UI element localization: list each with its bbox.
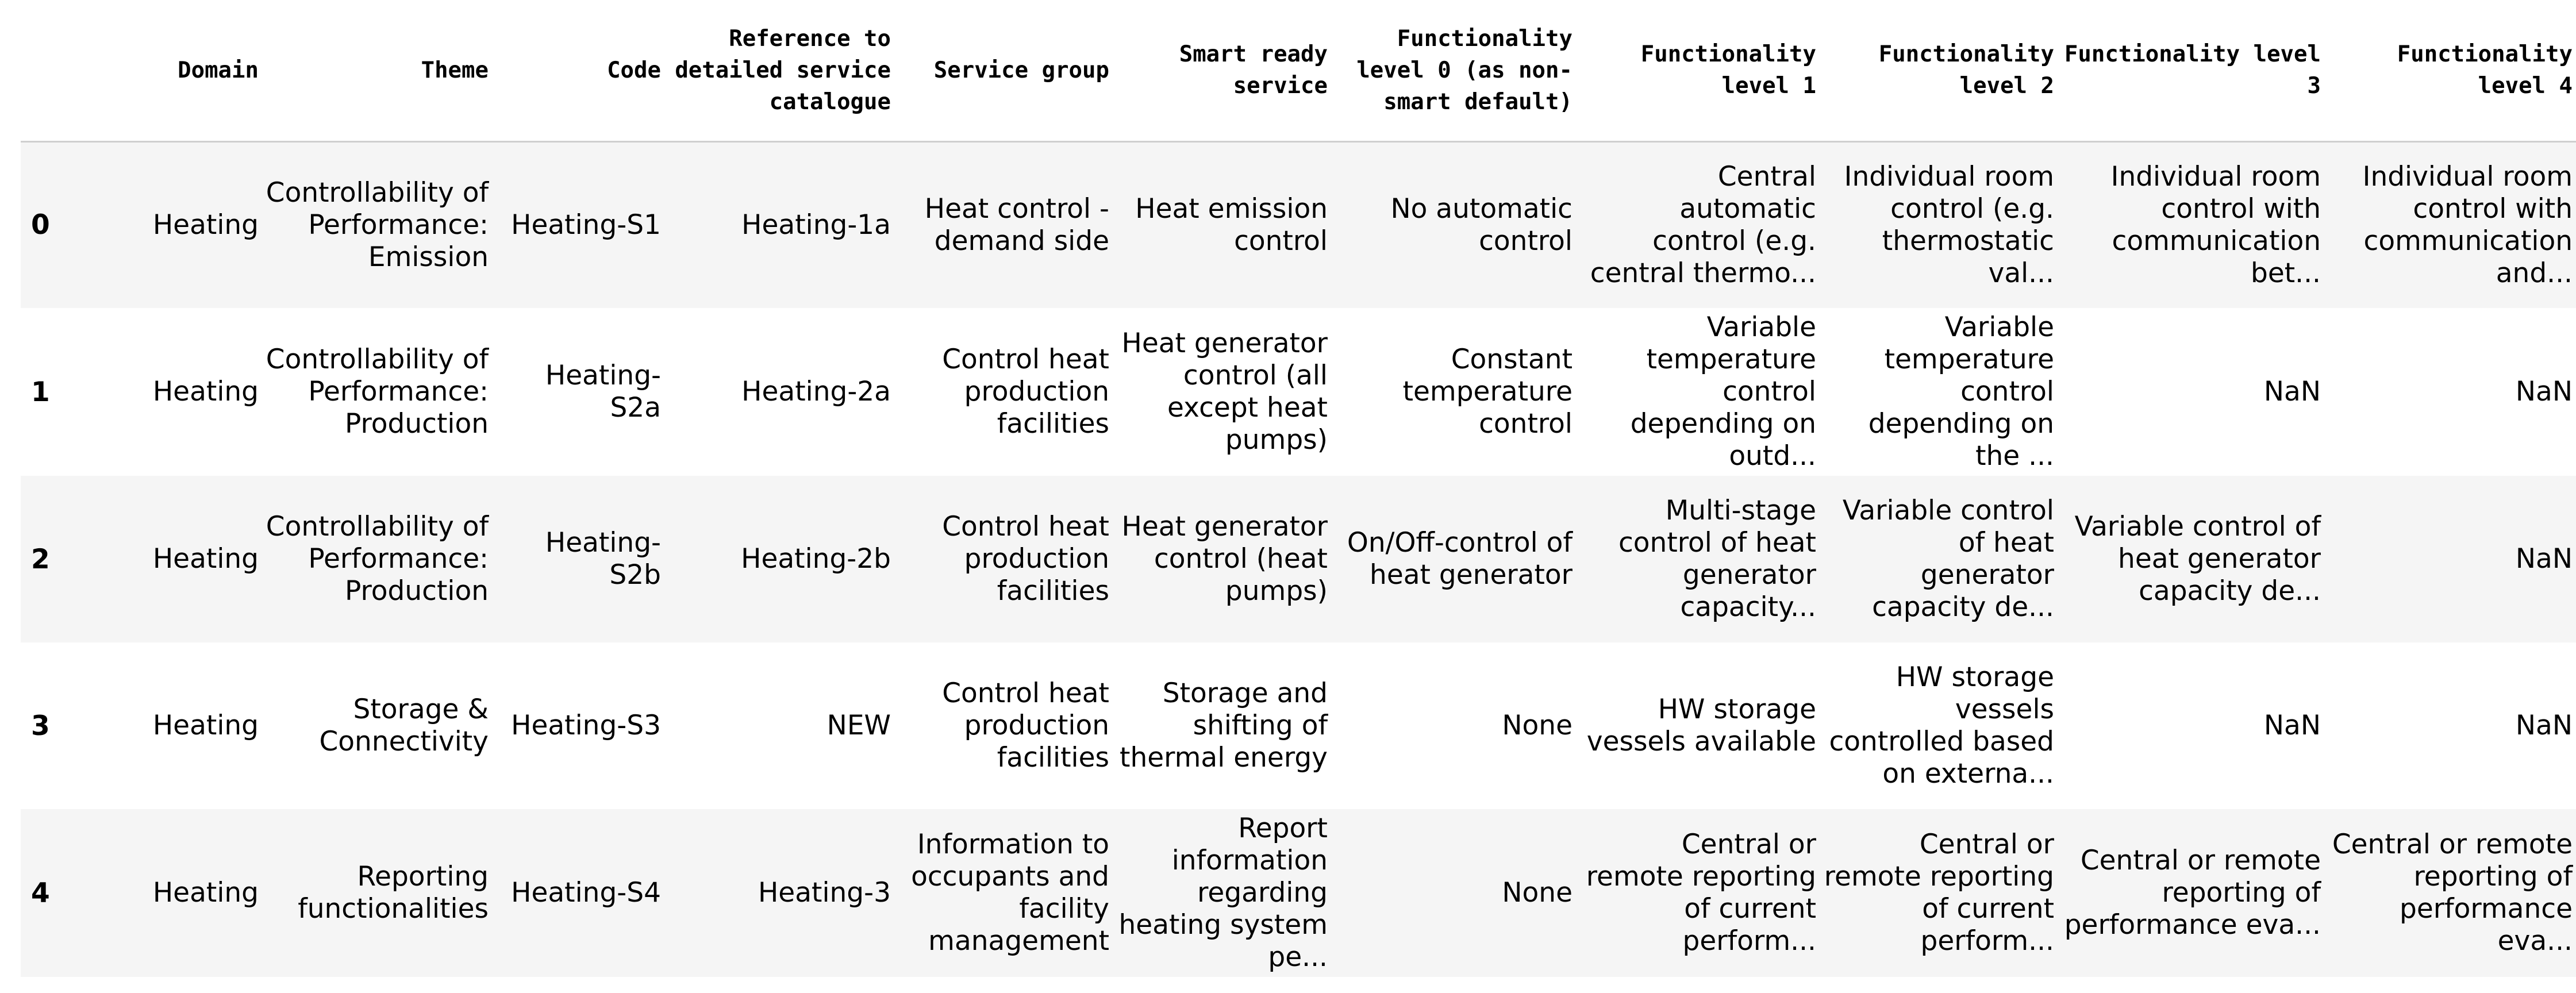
cell-service-group: Control heat production facilities <box>942 511 1109 607</box>
row-index: 1 <box>31 376 50 408</box>
cell-functionality-level-2: Variable temperature control depending on the ... <box>1868 311 2054 472</box>
cell-functionality-level-2: Individual room control (e.g. thermostatic val... <box>1844 160 2054 289</box>
cell-code: Heating-S3 <box>511 710 661 741</box>
table-row <box>21 141 2576 308</box>
cell-functionality-level-3: Individual room control with communication bet... <box>2110 160 2321 289</box>
cell-reference: Heating-1a <box>741 209 891 241</box>
cell-service-group: Information to occupants and facility management <box>911 829 1109 957</box>
cell-functionality-level-2: Central or remote reporting of current perform... <box>1824 829 2054 957</box>
cell-functionality-level-2: Variable control of heat generator capacity de... <box>1842 495 2054 623</box>
cell-domain: Heating <box>152 877 259 909</box>
cell-functionality-level-1: HW storage vessels available <box>1586 694 1816 757</box>
row-index: 2 <box>31 543 50 575</box>
header-functionality-level-0: Functionality level 0 (as non-smart default) <box>1331 0 1576 141</box>
cell-domain: Heating <box>152 710 259 741</box>
cell-functionality-level-1: Central automatic control (e.g. central thermo... <box>1590 160 1816 289</box>
cell-functionality-level-1: Multi-stage control of heat generator capacity... <box>1618 495 1816 623</box>
header-row <box>21 0 2576 141</box>
table-body <box>21 141 2576 977</box>
cell-smart-ready-service: Heat emission control <box>1135 193 1328 257</box>
dataframe-table-container <box>21 0 2573 977</box>
cell-smart-ready-service: Heat generator control (heat pumps) <box>1121 511 1328 607</box>
header-service-group: Service group <box>894 0 1113 141</box>
cell-theme: Controllability of Performance: Emission <box>266 176 489 273</box>
row-index: 3 <box>31 710 50 742</box>
table-row <box>21 308 2576 476</box>
cell-theme: Controllability of Performance: Production <box>266 344 489 440</box>
cell-code: Heating-S1 <box>511 209 661 241</box>
cell-smart-ready-service: Storage and shifting of thermal energy <box>1120 678 1328 773</box>
cell-functionality-level-2: HW storage vessels controlled based on externa... <box>1829 661 2054 790</box>
cell-service-group: Control heat production facilities <box>942 678 1109 773</box>
row-index: 4 <box>31 877 50 909</box>
cell-functionality-level-0: None <box>1502 877 1572 909</box>
cell-smart-ready-service: Report information regarding heating system pe... <box>1118 813 1328 973</box>
header-reference: Reference to detailed service catalogue <box>664 0 894 141</box>
cell-theme: Reporting functionalities <box>298 861 489 925</box>
header-index-cell <box>21 0 87 141</box>
cell-functionality-level-0: Constant temperature control <box>1402 344 1572 440</box>
cell-service-group: Heat control - demand side <box>924 193 1109 257</box>
cell-code: Heating-S2a <box>545 360 661 424</box>
cell-functionality-level-0: None <box>1502 710 1572 741</box>
cell-functionality-level-4: NaN <box>2515 710 2573 741</box>
header-theme: Theme <box>262 0 492 141</box>
cell-functionality-level-4: NaN <box>2515 543 2573 575</box>
cell-functionality-level-3: Variable control of heat generator capacity de... <box>2074 511 2321 607</box>
cell-domain: Heating <box>152 543 259 575</box>
cell-domain: Heating <box>152 209 259 241</box>
dataframe-table <box>21 0 2576 977</box>
row-index: 0 <box>31 209 50 241</box>
cell-functionality-level-4: Central or remote reporting of performance eva... <box>2332 829 2573 957</box>
header-functionality-level-2: Functionality level 2 <box>1820 0 2058 141</box>
table-row <box>21 809 2576 977</box>
cell-theme: Storage & Connectivity <box>319 694 489 757</box>
cell-functionality-level-4: NaN <box>2515 376 2573 407</box>
cell-functionality-level-3: NaN <box>2263 376 2321 407</box>
cell-code: Heating-S2b <box>545 527 661 591</box>
header-code: Code <box>492 0 664 141</box>
cell-functionality-level-4: Individual room control with communication and... <box>2362 160 2573 289</box>
cell-reference: NEW <box>826 710 891 741</box>
cell-functionality-level-0: On/Off-control of heat generator <box>1347 527 1572 591</box>
cell-reference: Heating-2a <box>741 376 891 407</box>
cell-functionality-level-3: Central or remote reporting of performance eva... <box>2064 845 2321 941</box>
cell-reference: Heating-2b <box>741 543 891 575</box>
cell-reference: Heating-3 <box>758 877 891 909</box>
header-domain: Domain <box>87 0 262 141</box>
cell-domain: Heating <box>152 376 259 407</box>
cell-functionality-level-1: Variable temperature control depending on outd... <box>1630 311 1816 472</box>
cell-smart-ready-service: Heat generator control (all except heat pumps) <box>1121 328 1328 456</box>
cell-functionality-level-0: No automatic control <box>1390 193 1572 257</box>
header-functionality-level-3: Functionality level 3 <box>2058 0 2324 141</box>
header-smart-ready-service: Smart ready service <box>1113 0 1331 141</box>
cell-functionality-level-1: Central or remote reporting of current perform... <box>1586 829 1816 957</box>
table-row <box>21 642 2576 809</box>
cell-service-group: Control heat production facilities <box>942 344 1109 440</box>
cell-code: Heating-S4 <box>511 877 661 909</box>
table-row <box>21 476 2576 642</box>
header-functionality-level-4: Functionality level 4 <box>2324 0 2576 141</box>
cell-functionality-level-3: NaN <box>2263 710 2321 741</box>
table-header <box>21 0 2576 141</box>
header-functionality-level-1: Functionality level 1 <box>1576 0 1820 141</box>
cell-theme: Controllability of Performance: Production <box>266 511 489 607</box>
